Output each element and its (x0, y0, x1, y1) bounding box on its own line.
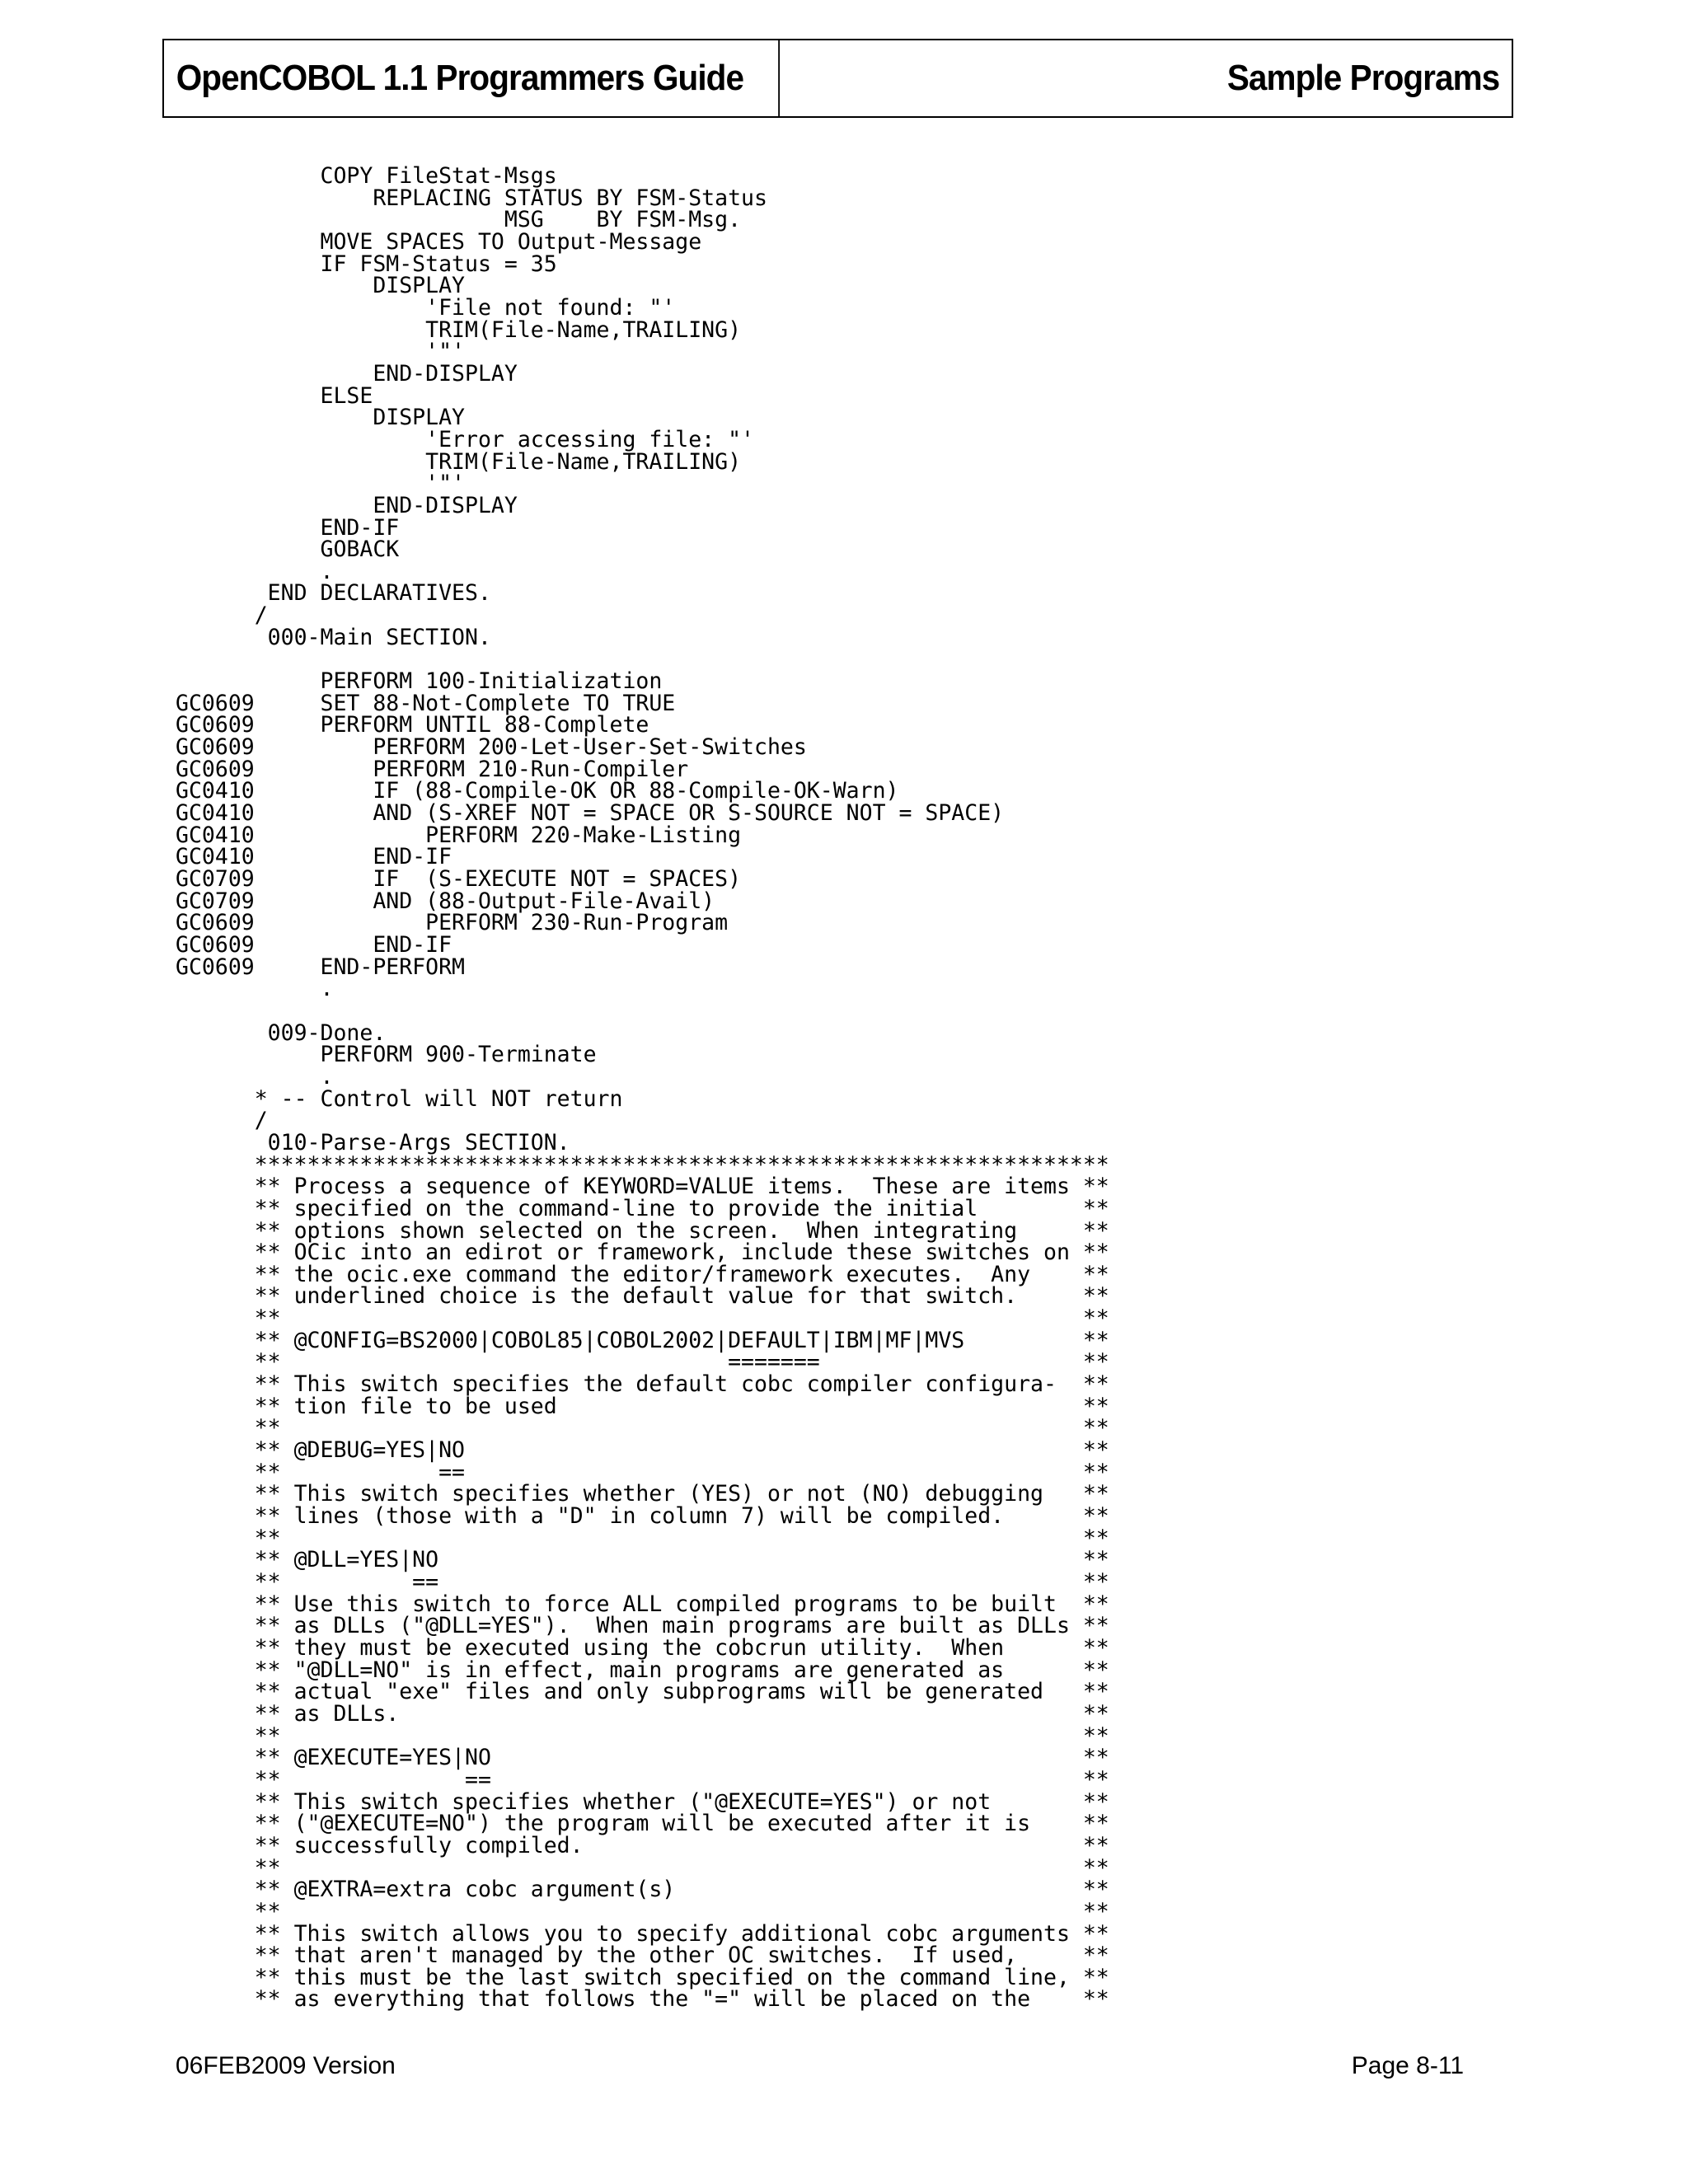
code-line: '"' (176, 339, 465, 365)
code-line: ** == ** (176, 1569, 1109, 1595)
code-listing (176, 163, 1109, 2013)
code-line: ** underlined choice is the default value for that switch. ** (176, 1283, 1109, 1310)
code-line: 'Error accessing file: "' (176, 426, 754, 452)
code-line: ** Process a sequence of KEYWORD=VALUE items. These are items ** (176, 1174, 1109, 1200)
code-line: DISPLAY (176, 405, 465, 431)
code-line: 010-Parse-Args SECTION. (176, 1129, 570, 1155)
code-line: ** This switch specifies whether (YES) or not (NO) debugging ** (176, 1481, 1109, 1507)
code-line: ** ======= ** (176, 1349, 1109, 1376)
code-line: ** tion file to be used ** (176, 1393, 1109, 1419)
code-line: ** as DLLs. ** (176, 1700, 1109, 1727)
code-line: ** This switch allows you to specify additional cobc arguments ** (176, 1920, 1109, 1947)
code-line: COPY FileStat-Msgs (176, 163, 557, 189)
code-line: ** @EXECUTE=YES|NO ** (176, 1745, 1109, 1771)
code-line: GC0609 PERFORM 210-Run-Compiler (176, 756, 689, 782)
code-line (176, 1001, 1109, 1023)
code-line: GC0609 PERFORM UNTIL 88-Complete (176, 712, 649, 738)
code-line: ** ** (176, 1305, 1109, 1332)
code-line: GC0410 END-IF (176, 844, 452, 870)
code-line: ** options shown selected on the screen. When integrating ** (176, 1217, 1109, 1244)
code-line: 'File not found: "' (176, 294, 676, 321)
code-line: GC0609 PERFORM 230-Run-Program (176, 910, 729, 936)
code-line: ** == ** (176, 1459, 1109, 1485)
code-line: ** they must be executed using the cobcrun utility. When ** (176, 1634, 1109, 1661)
code-line: ** This switch specifies the default cobc compiler configura- ** (176, 1371, 1109, 1398)
code-line: 000-Main SECTION. (176, 624, 491, 650)
code-line: ** successfully compiled. ** (176, 1832, 1109, 1858)
code-line: GC0410 PERFORM 220-Make-Listing (176, 822, 742, 848)
code-line: 009-Done. (176, 1019, 387, 1046)
code-line: GC0609 END-IF (176, 931, 452, 958)
code-line: TRIM(File-Name,TRAILING) (176, 448, 742, 475)
code-line: MOVE SPACES TO Output-Message (176, 228, 702, 255)
code-line: TRIM(File-Name,TRAILING) (176, 316, 742, 343)
code-line: / (176, 1108, 268, 1134)
code-line: ** ** (176, 1722, 1109, 1749)
code-line: END-IF (176, 514, 400, 541)
code-line: GC0609 PERFORM 200-Let-User-Set-Switches (176, 734, 807, 761)
code-line: ** as everything that follows the "=" will be placed on the ** (176, 1986, 1109, 2013)
code-line: ** This switch specifies whether ("@EXECUTE=YES") or not ** (176, 1788, 1109, 1815)
code-line: ** ** (176, 1415, 1109, 1441)
code-line: ** OCic into an edirot or framework, include these switches on ** (176, 1240, 1109, 1266)
code-line: ** ** (176, 1854, 1109, 1881)
code-line: ** this must be the last switch specified on the command line, ** (176, 1964, 1109, 1990)
footer-page-number: Page 8-11 (1351, 2052, 1464, 2079)
code-line: ** @EXTRA=extra cobc argument(s) ** (176, 1877, 1109, 1903)
code-line: / (176, 602, 268, 629)
code-line: ** actual "exe" files and only subprograms will be generated ** (176, 1679, 1109, 1705)
code-line: GC0709 AND (88-Output-File-Avail) (176, 888, 715, 914)
code-line: GC0609 END-PERFORM (176, 954, 465, 980)
code-line: ** == ** (176, 1766, 1109, 1793)
code-line: . (176, 558, 334, 584)
code-line: IF FSM-Status = 35 (176, 251, 557, 277)
code-line: REPLACING STATUS BY FSM-Status (176, 185, 767, 211)
code-line: '"' (176, 471, 465, 497)
code-line: . (176, 1063, 334, 1090)
code-line: ** @DEBUG=YES|NO ** (176, 1437, 1109, 1464)
code-line: ** that aren't managed by the other OC switches. If used, ** (176, 1943, 1109, 1969)
code-line: MSG BY FSM-Msg. (176, 207, 742, 233)
code-line (176, 649, 1109, 671)
code-line: ** specified on the command-line to provide the initial ** (176, 1195, 1109, 1221)
code-line: GC0609 SET 88-Not-Complete TO TRUE (176, 690, 676, 716)
code-line: ** Use this switch to force ALL compiled programs to be built ** (176, 1591, 1109, 1617)
section-title: Sample Programs (1226, 58, 1500, 98)
code-line: PERFORM 900-Terminate (176, 1042, 597, 1068)
code-line: GC0709 IF (S-EXECUTE NOT = SPACES) (176, 866, 742, 892)
code-line: . (176, 976, 334, 1002)
code-line: ** ** (176, 1898, 1109, 1924)
page-header (162, 39, 1513, 118)
code-line: END-DISPLAY (176, 360, 518, 387)
code-line: ** as DLLs ("@DLL=YES"). When main programs are built as DLLs ** (176, 1613, 1109, 1639)
code-line: ** "@DLL=NO" is in effect, main programs are generated as ** (176, 1657, 1109, 1683)
code-line: ** @DLL=YES|NO ** (176, 1547, 1109, 1573)
code-line: ** ** (176, 1525, 1109, 1551)
code-line: * -- Control will NOT return (176, 1085, 623, 1112)
code-line: GOBACK (176, 537, 400, 563)
code-line: ** the ocic.exe command the editor/framework executes. Any ** (176, 1261, 1109, 1287)
code-line: ELSE (176, 382, 373, 409)
footer-version: 06FEB2009 Version (176, 2052, 396, 2079)
code-line: END DECLARATIVES. (176, 580, 491, 607)
code-line: GC0410 IF (88-Compile-OK OR 88-Compile-OK-Warn) (176, 778, 899, 804)
code-line: ** lines (those with a "D" in column 7) will be compiled. ** (176, 1503, 1109, 1530)
code-line: ***************************************************************** (176, 1151, 1109, 1178)
code-line: GC0410 AND (S-XREF NOT = SPACE OR S-SOURCE NOT = SPACE) (176, 800, 1005, 827)
code-line: ** @CONFIG=BS2000|COBOL85|COBOL2002|DEFAULT|IBM|MF|MVS ** (176, 1327, 1109, 1353)
code-line: END-DISPLAY (176, 492, 518, 518)
document-title: OpenCOBOL 1.1 Programmers Guide (164, 40, 780, 116)
code-line: PERFORM 100-Initialization (176, 668, 663, 695)
code-line: ** ("@EXECUTE=NO") the program will be executed after it is ** (176, 1811, 1109, 1837)
code-line: DISPLAY (176, 273, 465, 299)
